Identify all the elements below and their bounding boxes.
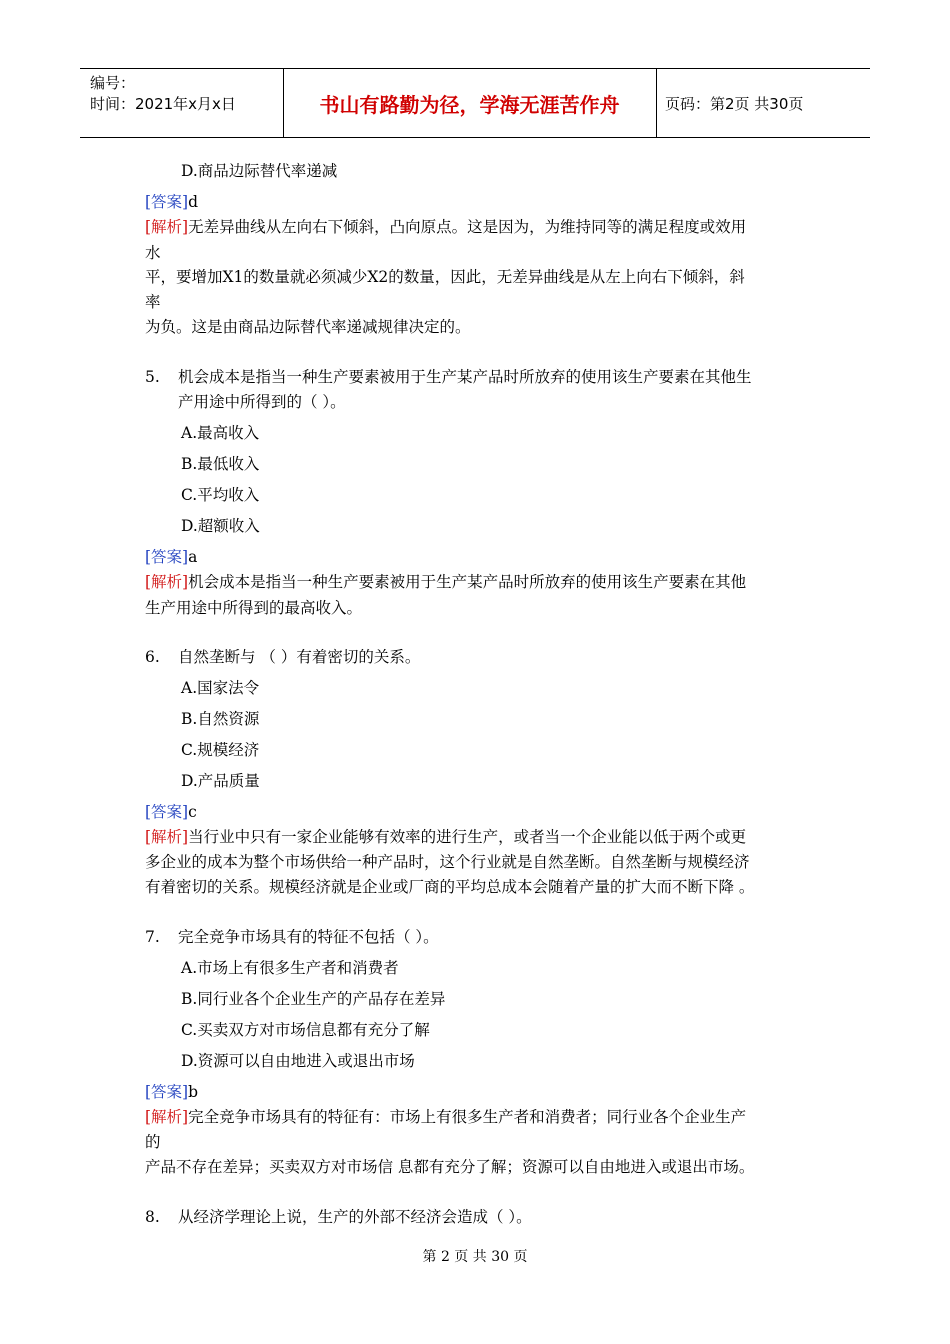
q6-number: 6. bbox=[145, 648, 160, 666]
q7-option-a: A.市场上有很多生产者和消费者 bbox=[181, 959, 399, 977]
q6-analysis-line: 有着密切的关系。规模经济就是企业或厂商的平均总成本会随着产量的扩大而不断下降 。 bbox=[145, 878, 755, 896]
document-number-label: 编号： bbox=[90, 74, 136, 92]
q4-analysis-line bbox=[145, 216, 746, 238]
q6-analysis-line: 多企业的成本为整个市场供给一种产品时，这个行业就是自然垄断。自然垄断与规模经济 bbox=[145, 853, 750, 871]
answer-tag: [答案] bbox=[145, 803, 189, 821]
analysis-tag: [解析] bbox=[145, 573, 189, 591]
q4-analysis-line: 平，要增加X1的数量就必须减少X2的数量，因此，无差异曲线是从左上向右下倾斜，斜 bbox=[145, 268, 745, 286]
q7-option-c: C.买卖双方对市场信息都有充分了解 bbox=[181, 1021, 430, 1039]
answer-tag: [答案] bbox=[145, 1083, 189, 1101]
q7-answer bbox=[145, 1081, 198, 1103]
q4-analysis-line: 率 bbox=[145, 293, 161, 311]
answer-tag: [答案] bbox=[145, 548, 189, 566]
q6-answer bbox=[145, 801, 197, 823]
q5-analysis-line: 生产用途中所得到的最高收入。 bbox=[145, 599, 363, 617]
q7-number: 7. bbox=[145, 928, 160, 946]
q6-option-c: C.规模经济 bbox=[181, 741, 260, 759]
header-page-info: 页码：第2页 共30页 bbox=[665, 94, 804, 113]
answer-tag: [答案] bbox=[145, 193, 189, 211]
q5-option-a: A.最高收入 bbox=[181, 424, 260, 442]
header-divider bbox=[656, 69, 657, 137]
analysis-text: 当行业中只有一家企业能够有效率的进行生产，或者当一个企业能以低于两个或更 bbox=[188, 828, 747, 846]
q7-option-d: D.资源可以自由地进入或退出市场 bbox=[181, 1052, 415, 1070]
q7-option-b: B.同行业各个企业生产的产品存在差异 bbox=[181, 990, 446, 1008]
q7-stem: 完全竞争市场具有的特征不包括（ ）。 bbox=[178, 928, 439, 946]
q5-answer bbox=[145, 546, 197, 568]
q4-analysis-line: 水 bbox=[145, 244, 161, 262]
analysis-tag: [解析] bbox=[145, 1108, 189, 1126]
answer-value: d bbox=[188, 193, 199, 211]
q6-analysis-line bbox=[145, 826, 746, 848]
analysis-text: 机会成本是指当一种生产要素被用于生产某产品时所放弃的使用该生产要素在其他 bbox=[188, 573, 747, 591]
analysis-tag: [解析] bbox=[145, 218, 189, 236]
analysis-tag: [解析] bbox=[145, 828, 189, 846]
q5-analysis-line bbox=[145, 571, 746, 593]
header-motto: 书山有路勤为径，学海无涯苦作舟 bbox=[319, 92, 620, 117]
q5-option-b: B.最低收入 bbox=[181, 455, 260, 473]
q6-option-d: D.产品质量 bbox=[181, 772, 260, 790]
q5-option-d: D.超额收入 bbox=[181, 517, 260, 535]
q4-answer bbox=[145, 191, 198, 213]
q4-option-d: D.商品边际替代率递减 bbox=[181, 162, 338, 180]
page-header bbox=[80, 68, 870, 138]
q8-stem: 从经济学理论上说，生产的外部不经济会造成（ ）。 bbox=[178, 1208, 532, 1226]
answer-value: b bbox=[188, 1083, 199, 1101]
page-footer: 第 2 页 共 30 页 bbox=[422, 1249, 528, 1265]
header-meta bbox=[90, 73, 236, 115]
answer-value: a bbox=[188, 548, 198, 566]
q7-analysis-line bbox=[145, 1106, 746, 1128]
q8-number: 8. bbox=[145, 1208, 160, 1226]
q7-analysis-line: 的 bbox=[145, 1133, 161, 1151]
q6-stem: 自然垄断与 （ ）有着密切的关系。 bbox=[178, 648, 421, 666]
q4-analysis-line: 为负。这是由商品边际替代率递减规律决定的。 bbox=[145, 318, 471, 336]
q6-option-a: A.国家法令 bbox=[181, 679, 260, 697]
q5-option-c: C.平均收入 bbox=[181, 486, 260, 504]
q5-number: 5. bbox=[145, 368, 160, 386]
q5-stem: 产用途中所得到的（ ）。 bbox=[178, 393, 346, 411]
q6-option-b: B.自然资源 bbox=[181, 710, 260, 728]
analysis-text: 无差异曲线从左向右下倾斜，凸向原点。这是因为，为维持同等的满足程度或效用 bbox=[188, 218, 747, 236]
q7-analysis-line: 产品不存在差异；买卖双方对市场信 息都有充分了解；资源可以自由地进入或退出市场。 bbox=[145, 1158, 755, 1176]
analysis-text: 完全竞争市场具有的特征有：市场上有很多生产者和消费者；同行业各个企业生产 bbox=[188, 1108, 747, 1126]
answer-value: c bbox=[188, 803, 197, 821]
q5-stem: 机会成本是指当一种生产要素被用于生产某产品时所放弃的使用该生产要素在其他生 bbox=[178, 368, 752, 386]
document-time-label: 时间：2021年x月x日 bbox=[90, 95, 236, 113]
